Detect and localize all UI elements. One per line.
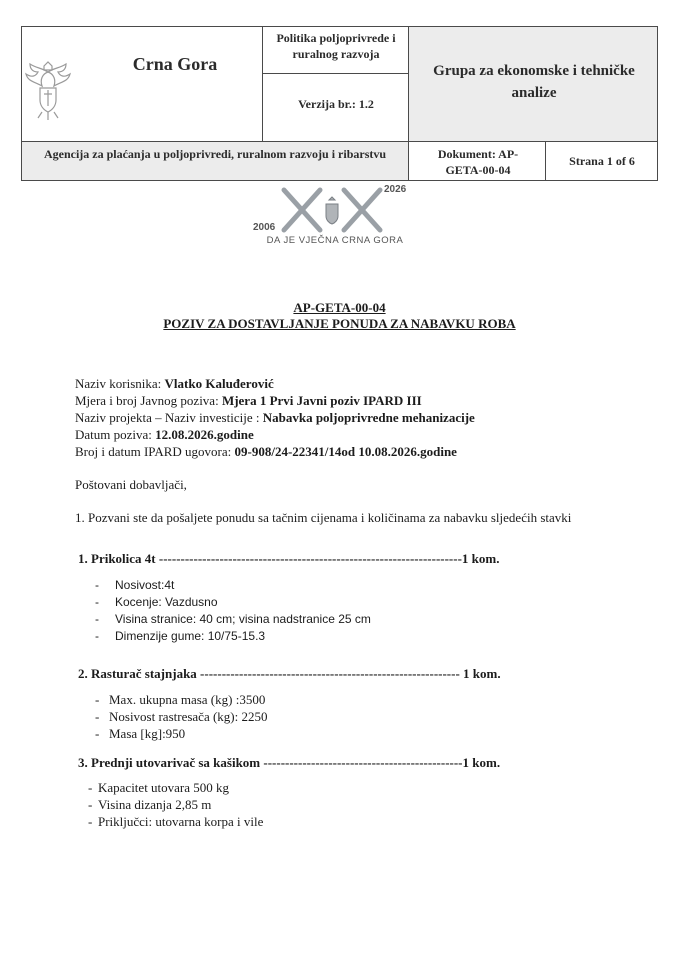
xx-emblem-icon (272, 186, 392, 236)
document-title: POZIV ZA DOSTAVLJANJE PONUDA ZA NABAVKU ROBA (163, 316, 516, 331)
coat-of-arms-icon (22, 60, 74, 122)
header-version: Verzija br.: 1.2 (298, 97, 374, 111)
info-measure (75, 393, 422, 409)
list-item: - Visina stranice: 40 cm; visina nadstranice 25 cm (95, 612, 371, 626)
list-item: - Masa [kg]:950 (95, 726, 186, 741)
header-document: Dokument: AP-GETA-00-04 (437, 147, 519, 177)
info-measure-label: Mjera i broj Javnog poziva: (75, 393, 219, 408)
logo-motto: DA JE VJEČNA CRNA GORA (266, 235, 404, 246)
item-heading: 3. Prednji utovarivač sa kašikom ----------------------------------------------1 kom. (78, 755, 501, 770)
header-agency: Agencija za plaćanja u poljoprivredi, ruralnom razvoju i ribarstvu (43, 147, 387, 161)
info-date-value: 12.08.2026.godine (155, 427, 254, 442)
info-user-label: Naziv korisnika: (75, 376, 162, 391)
info-project-label: Naziv projekta – Naziv investicije : (75, 410, 260, 425)
list-item: - Nosivost rastresača (kg): 2250 (95, 709, 268, 724)
header-country: Crna Gora (132, 54, 218, 74)
list-item: - Visina dizanja 2,85 m (88, 797, 212, 812)
info-date (75, 427, 254, 443)
item-heading: 1. Prikolica 4t ----------------------------------------------------------------------1 kom. (78, 551, 500, 566)
list-item: - Priključci: utovarna korpa i vile (88, 814, 264, 829)
list-item: - Nosivost:4t (95, 578, 175, 592)
info-contract (75, 444, 457, 460)
info-user-value: Vlatko Kaluđerović (164, 376, 274, 391)
header-policy: Politika poljoprivrede i ruralnog razvoja (276, 31, 396, 61)
info-project-value: Nabavka poljoprivredne mehanizacije (262, 410, 475, 425)
info-measure-value: Mjera 1 Prvi Javni poziv IPARD III (221, 393, 422, 408)
info-project (75, 410, 475, 426)
logo-year-start: 2006 (253, 222, 276, 233)
info-date-label: Datum poziva: (75, 427, 152, 442)
list-item: - Max. ukupna masa (kg) :3500 (95, 692, 266, 707)
header-group: Grupa za ekonomske i tehničke analize (433, 63, 635, 101)
info-contract-label: Broj i datum IPARD ugovora: (75, 444, 232, 459)
list-item: - Kapacitet utovara 500 kg (88, 780, 230, 795)
header-page: Strana 1 of 6 (569, 154, 635, 168)
info-user (75, 376, 274, 392)
intro-paragraph: 1. Pozvani ste da pošaljete ponudu sa tačnim cijenama i količinama za nabavku sljedećih stavki (75, 510, 572, 525)
list-item: - Kocenje: Vazdusno (95, 595, 218, 609)
item-heading: 2. Rasturač stajnjaka ------------------------------------------------------------ 1 kom. (78, 666, 501, 681)
greeting: Poštovani dobavljači, (75, 477, 187, 492)
info-contract-value: 09-908/24-22341/14od 10.08.2026.godine (234, 444, 457, 459)
list-item: - Dimenzije gume: 10/75-15.3 (95, 629, 266, 643)
document-code: AP-GETA-00-04 (293, 300, 386, 315)
logo-year-end: 2026 (384, 184, 407, 195)
